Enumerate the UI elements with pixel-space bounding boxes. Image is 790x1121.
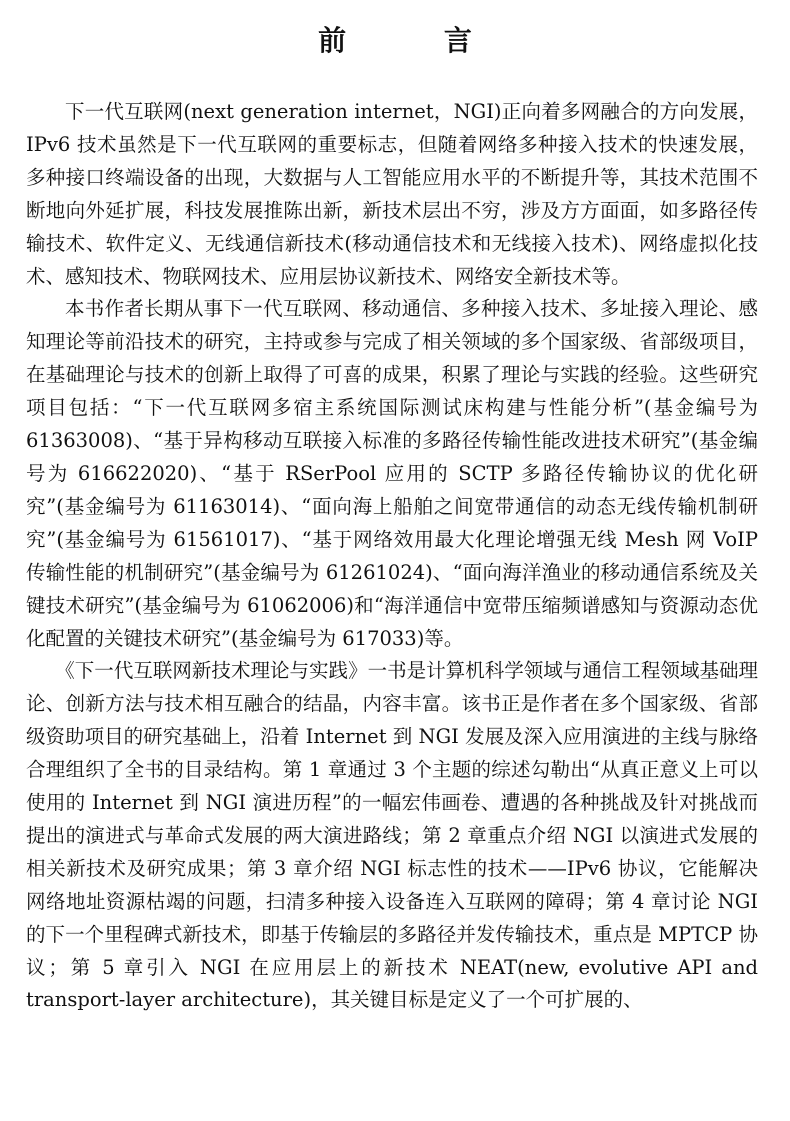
paragraph-3: 《下一代互联网新技术理论与实践》一书是计算机科学领域与通信工程领域基础理论、创新方法与技术相互融合的结晶，内容丰富。该书正是作者在多个国家级、省部级资助项目的研究基础上，沿着 Internet 到 NGI 发展及深入应用演进的主线与脉络合理组织了全书的目录结构。第 1 章通过 3 个主题的综述勾勒出“从真正意义上可以使用的 Internet 到 NGI 演进历程”的一幅宏伟画卷、遭遇的各种挑战及针对挑战而提出的演进式与革命式发展的两大演进路线；第 2 章重点介绍 NGI 以演进式发展的相关新技术及研究成果；第 3 章介绍 NGI 标志性的技术——IPv6 协议，它能解决网络地址资源枯竭的问题，扫清多种接入设备连入互联网的障碍；第 4 章讨论 NGI 的下一个里程碑式新技术，即基于传输层的多路径并发传输技术，重点是 MPTCP 协议；第 5 章引入 NGI 在应用层上的新技术 NEAT(new, evolutive API and transport-layer architecture)，其关键目标是定义了一个可扩展的、 [26,659,758,1012]
body-text [26,96,758,1017]
paragraph-1: 下一代互联网(next generation internet，NGI)正向着多网融合的方向发展，IPv6 技术虽然是下一代互联网的重要标志，但随着网络多种接入技术的快速发展，多种接口终端设备的出现，大数据与人工智能应用水平的不断提升等，其技术范围不断地向外延扩展，科技发展推陈出新，新技术层出不穷，涉及方方面面，如多路径传输技术、软件定义、无线通信新技术(移动通信技术和无线接入技术)、网络虚拟化技术、感知技术、物联网技术、应用层协议新技术、网络安全新技术等。 [26,100,758,288]
page-title: 前 言 [318,24,516,57]
paragraph-2: 本书作者长期从事下一代互联网、移动通信、多种接入技术、多址接入理论、感知理论等前沿技术的研究，主持或参与完成了相关领域的多个国家级、省部级项目，在基础理论与技术的创新上取得了可喜的成果，积累了理论与实践的经验。这些研究项目包括：“下一代互联网多宿主系统国际测试床构建与性能分析”(基金编号为 61363008)、“基于异构移动互联接入标准的多路径传输性能改进技术研究”(基金编号为 616622020)、“基于 RSerPool 应用的 SCTP 多路径传输协议的优化研究”(基金编号为 61163014)、“面向海上船舶之间宽带通信的动态无线传输机制研究”(基金编号为 61561017)、“基于网络效用最大化理论增强无线 Mesh 网 VoIP 传输性能的机制研究”(基金编号为 61261024)、“面向海洋渔业的移动通信系统及关键技术研究”(基金编号为 61062006)和“海洋通信中宽带压缩频谱感知与资源动态优化配置的关键技术研究”(基金编号为 617033)等。 [26,297,758,650]
